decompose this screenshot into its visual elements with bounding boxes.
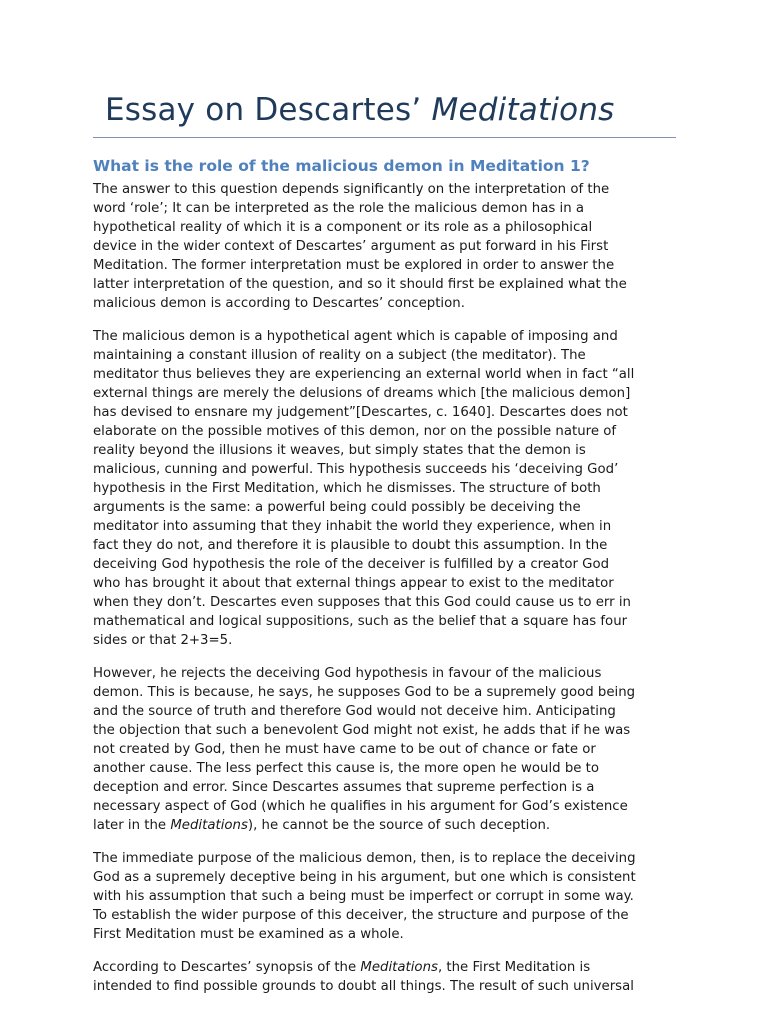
paragraph-2 [93,327,683,650]
text-line: another cause. The less perfect this cause is, the more open he would be to [93,761,600,776]
text-line: device in the wider context of Descartes’ argument as put forward in his First [93,239,609,254]
title-main-text: Essay on Descartes’ [105,92,432,128]
text-line: not created by God, then he must have came to be out of chance or fate or [93,742,596,757]
text-line: First Meditation must be examined as a whole. [93,927,404,942]
text-line: fact they do not, and therefore it is plausible to doubt this assumption. In the [93,538,608,553]
text-line: malicious, cunning and powerful. This hypothesis succeeds his ‘deceiving God’ [93,462,619,477]
text-line: Meditation. The former interpretation must be explored in order to answer the [93,258,615,273]
text-fragment: , the First Meditation is [437,960,591,975]
document-title [105,88,615,132]
text-line: and the source of truth and therefore God would not deceive him. Anticipating [93,704,616,719]
text-line: has devised to ensnare my judgement”[Descartes, c. 1640]. Descartes does not [93,405,628,420]
text-fragment: ), he cannot be the source of such deception. [247,818,551,833]
text-line-mixed [93,816,683,835]
text-line: demon. This is because, he says, he supposes God to be a supremely good being [93,685,636,700]
text-line: necessary aspect of God (which he qualifies in his argument for God’s existence [93,799,628,814]
title-divider [93,137,676,138]
text-line-mixed [93,958,683,977]
paragraph-5 [93,958,683,996]
section-heading: What is the role of the malicious demon in Meditation 1? [93,157,590,175]
text-line: The answer to this question depends significantly on the interpretation of the [93,182,610,197]
text-line: reality beyond the illusions it weaves, but simply states that the demon is [93,443,586,458]
text-line: when they don’t. Descartes even supposes that this God could cause us to err in [93,595,631,610]
title-italic-text: Meditations [431,92,615,128]
paragraph-4 [93,849,683,944]
italic-book-title: Meditations [170,818,248,833]
text-line: elaborate on the possible motives of this demon, nor on the possible nature of [93,424,617,439]
text-line: The immediate purpose of the malicious demon, then, is to replace the deceiving [93,851,636,866]
text-line: hypothetical reality of which it is a component or its role as a philosophical [93,220,593,235]
text-line: the objection that such a benevolent God might not exist, he adds that if he was [93,723,631,738]
text-fragment: later in the [93,818,171,833]
text-line: However, he rejects the deceiving God hypothesis in favour of the malicious [93,666,602,681]
text-line: hypothesis in the First Meditation, which he dismisses. The structure of both [93,481,601,496]
text-line: with his assumption that such a being must be imperfect or corrupt in some way. [93,889,634,904]
text-line: sides or that 2+3=5. [93,633,233,648]
essay-body [93,180,683,1010]
text-line: mathematical and logical suppositions, such as the belief that a square has four [93,614,628,629]
text-line: external things are merely the delusions of dreams which [the malicious demon] [93,386,631,401]
text-line: malicious demon is according to Descartes’ conception. [93,296,465,311]
italic-book-title: Meditations [360,960,438,975]
text-line: The malicious demon is a hypothetical agent which is capable of imposing and [93,329,618,344]
text-line: deception and error. Since Descartes assumes that supreme perfection is a [93,780,595,795]
text-line: who has brought it about that external things appear to exist to the meditator [93,576,614,591]
text-line: God as a supremely deceptive being in his argument, but one which is consistent [93,870,636,885]
text-line: To establish the wider purpose of this deceiver, the structure and purpose of the [93,908,629,923]
text-fragment: According to Descartes’ synopsis of the [93,960,361,975]
paragraph-3 [93,664,683,835]
paragraph-1 [93,180,683,313]
text-line: arguments is the same: a powerful being could possibly be deceiving the [93,500,581,515]
text-line: latter interpretation of the question, and so it should first be explained what the [93,277,627,292]
text-line: meditator thus believes they are experiencing an external world when in fact “all [93,367,635,382]
text-line: word ‘role’; It can be interpreted as the role the malicious demon has in a [93,201,585,216]
text-line: deceiving God hypothesis the role of the deceiver is fulfilled by a creator God [93,557,610,572]
text-line: meditator into assuming that they inhabit the world they experience, when in [93,519,612,534]
text-line: intended to find possible grounds to doubt all things. The result of such universal [93,979,634,994]
text-line: maintaining a constant illusion of reality on a subject (the meditator). The [93,348,586,363]
